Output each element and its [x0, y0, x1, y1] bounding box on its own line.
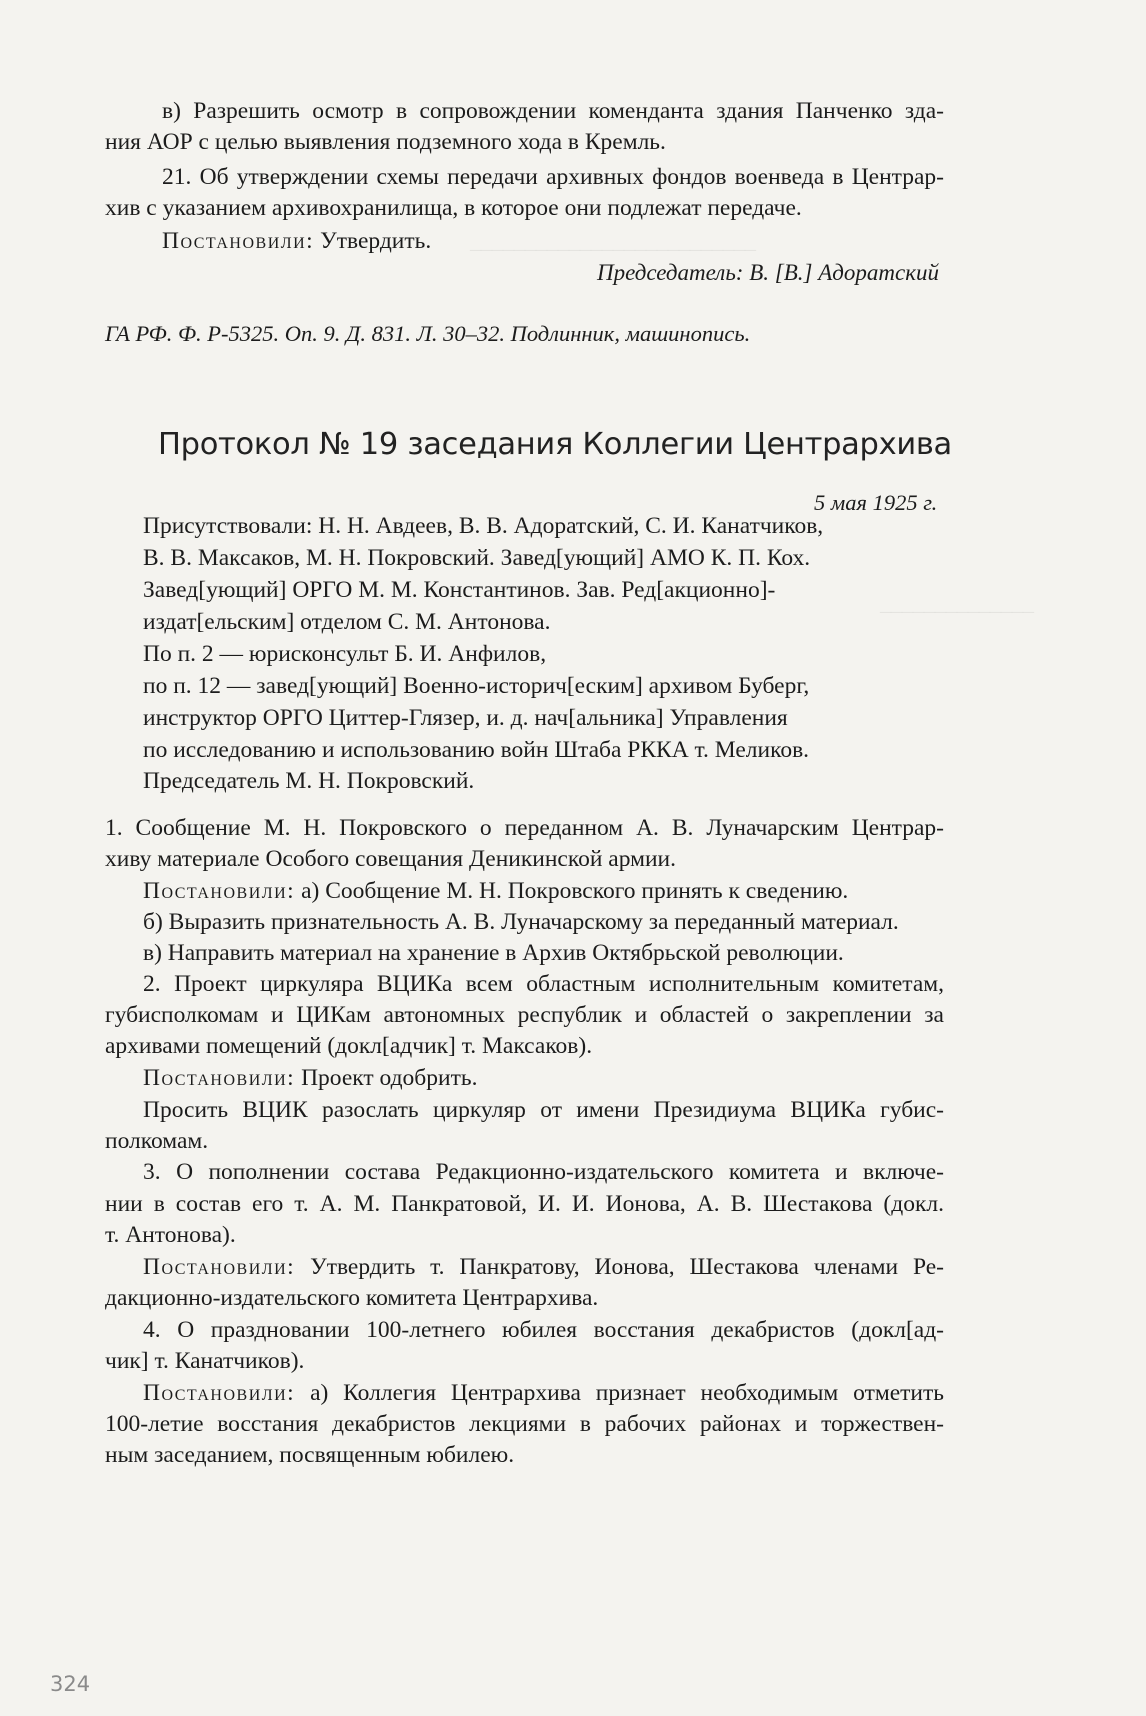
decision-4-line-3: ным заседанием, посвященным юбилею.	[105, 1442, 515, 1468]
item-21-line-2: хив с указанием архивохранилища, в которое они подлежат передаче.	[105, 195, 802, 221]
item-21-line-1: 21. Об утверждении схемы передачи архивных фондов военведа в Центрар-	[162, 164, 944, 190]
attendees-line: инструктор ОРГО Циттер-Глязер, и. д. нач[альника] Управления	[143, 705, 788, 731]
item-v-line-1: в) Разрешить осмотр в сопровождении коменданта здания Панченко зда-	[162, 98, 944, 124]
archive-source: ГА РФ. Ф. Р-5325. Оп. 9. Д. 831. Л. 30–32. Подлинник, машинопись.	[105, 321, 751, 346]
bleed-through-text: ______________	[880, 590, 1034, 615]
attendees-line: по п. 12 — завед[ующий] Военно-историч[еским] архивом Буберг,	[143, 673, 810, 699]
attendees-line: Председатель М. Н. Покровский.	[143, 768, 475, 794]
attendees-line: издат[ельским] отделом С. М. Антонова.	[143, 609, 551, 635]
item-2-line-3: архивами помещений (докл[адчик] т. Максаков).	[105, 1033, 593, 1059]
decision-label: Постановили:	[143, 1380, 296, 1406]
decision-text: а) Сообщение М. Н. Покровского принять к сведению.	[301, 878, 849, 904]
protocol-date: 5 мая 1925 г.	[814, 490, 938, 515]
decision-prev	[162, 225, 431, 257]
attendees-line: по исследованию и использованию войн Штаба РККА т. Меликов.	[143, 737, 810, 763]
decision-text: Утвердить.	[320, 228, 432, 254]
item-4-line-2: чик] т. Канатчиков).	[105, 1348, 305, 1374]
attendees-line: В. В. Максаков, М. Н. Покровский. Завед[ующий] АМО К. П. Кох.	[143, 545, 811, 571]
decision-2b-line-1: Просить ВЦИК разослать циркуляр от имени Президиума ВЦИКа губис-	[143, 1097, 944, 1123]
item-4-line-1: 4. О праздновании 100-летнего юбилея восстания декабристов (докл[ад-	[143, 1317, 944, 1343]
decision-1c: в) Направить материал на хранение в Архив Октябрьской революции.	[143, 940, 844, 966]
decision-3-line-1	[143, 1251, 944, 1283]
decision-text: Проект одобрить.	[301, 1065, 478, 1091]
decision-1a	[143, 875, 848, 907]
attendees-line: Завед[ующий] ОРГО М. М. Константинов. Зав. Ред[акционно]-	[143, 577, 776, 603]
item-2-line-1: 2. Проект циркуляра ВЦИКа всем областным исполнительным комитетам,	[143, 971, 944, 997]
decision-1b: б) Выразить признательность А. В. Луначарскому за переданный материал.	[143, 909, 899, 935]
decision-text: Утвердить т. Панкратову, Ионова, Шестакова членами Ре-	[310, 1254, 944, 1280]
decision-label: Постановили:	[143, 1254, 296, 1280]
item-3-line-3: т. Антонова).	[105, 1222, 236, 1248]
attendees-line: Присутствовали: Н. Н. Авдеев, В. В. Адоратский, С. И. Канатчиков,	[143, 513, 824, 539]
decision-label: Постановили:	[143, 878, 296, 904]
item-1-line-2: хиву материале Особого совещания Деникинской армии.	[105, 846, 676, 872]
item-v-line-2: ния АОР с целью выявления подземного хода в Кремль.	[105, 129, 666, 155]
item-3-line-2: нии в состав его т. А. М. Панкратовой, И. И. Ионова, А. В. Шестакова (докл.	[105, 1191, 944, 1217]
decision-4-line-1	[143, 1377, 944, 1409]
decision-label: Постановили:	[162, 228, 315, 254]
bleed-through-text: __________________________	[470, 228, 756, 253]
page-title: Протокол № 19 заседания Коллегии Центрархива	[158, 427, 952, 462]
decision-4-line-2: 100-летие восстания декабристов лекциями в рабочих районах и торжествен-	[105, 1411, 944, 1437]
page-number: 324	[50, 1672, 91, 1696]
decision-2b-line-2: полкомам.	[105, 1128, 209, 1154]
decision-3-line-2: дакционно-издательского комитета Центрархива.	[105, 1285, 599, 1311]
item-1-line-1: 1. Сообщение М. Н. Покровского о переданном А. В. Луначарским Центрар-	[105, 815, 944, 841]
decision-2	[143, 1062, 477, 1094]
decision-text: а) Коллегия Центрархива признает необходимым отметить	[310, 1380, 944, 1406]
attendees-line: По п. 2 — юрисконсульт Б. И. Анфилов,	[143, 641, 547, 667]
item-2-line-2: губисполкомам и ЦИКам автономных республик и областей о закреплении за	[105, 1002, 944, 1028]
item-3-line-1: 3. О пополнении состава Редакционно-издательского комитета и включе-	[143, 1159, 944, 1185]
signature: Председатель: В. [В.] Адоратский	[597, 260, 939, 285]
decision-label: Постановили:	[143, 1065, 296, 1091]
